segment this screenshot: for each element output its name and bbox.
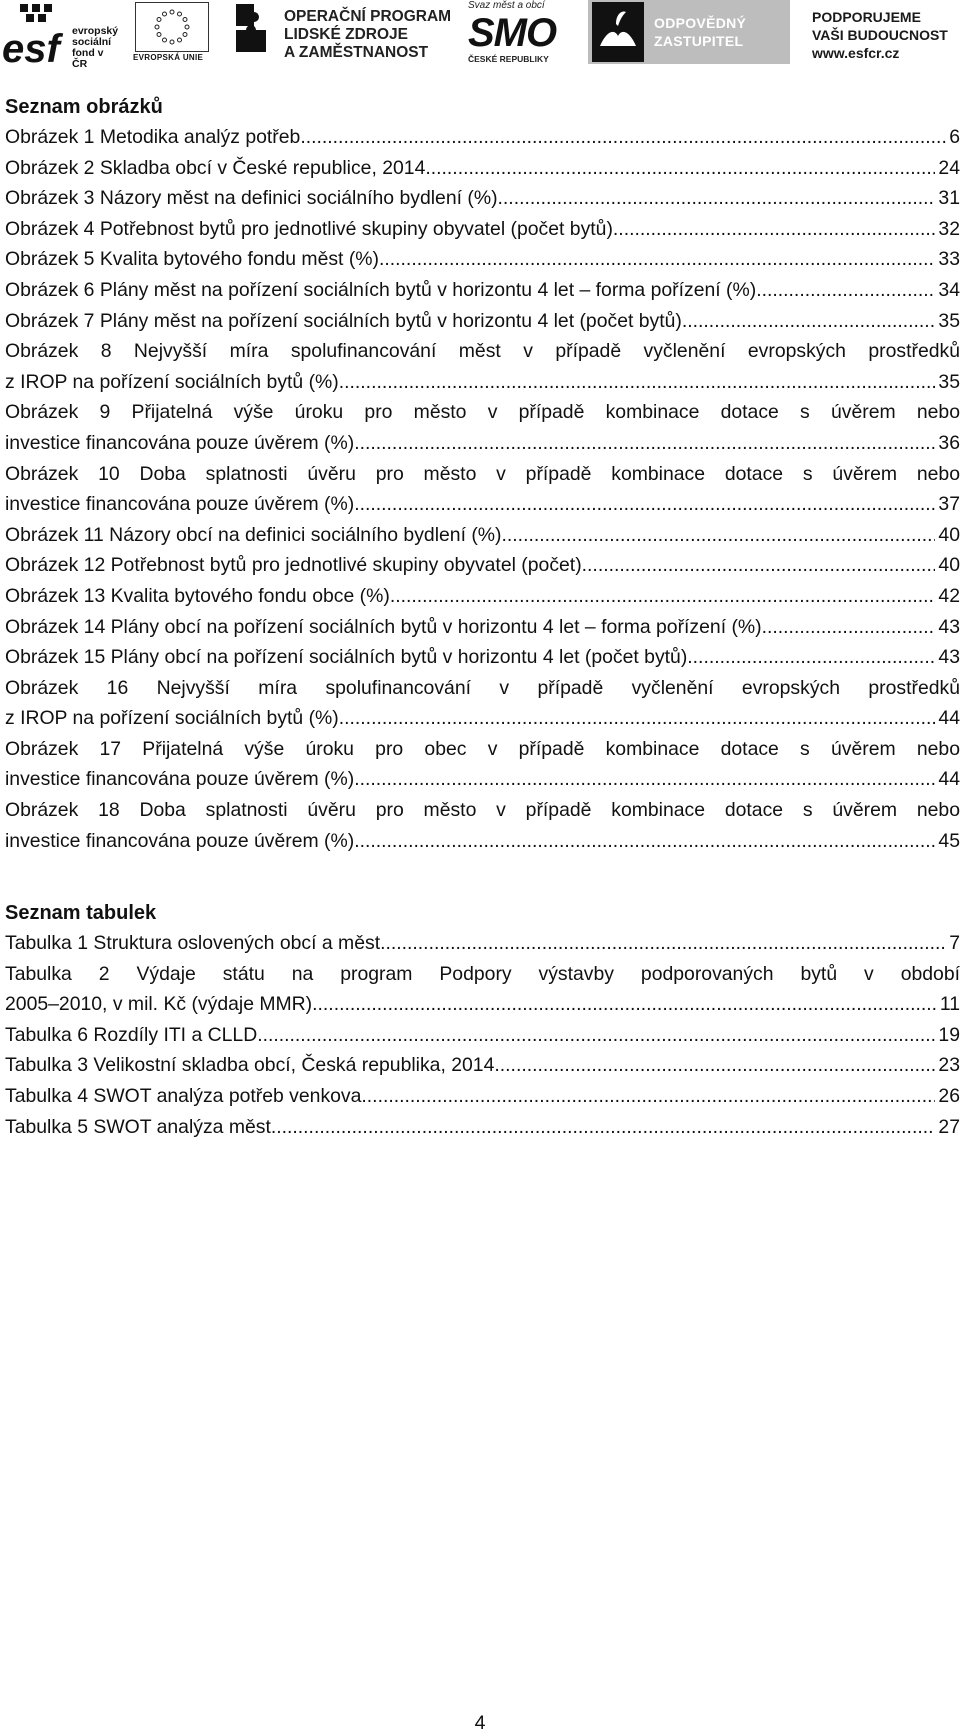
esf-logo <box>2 0 119 70</box>
toc-page-number: 36 <box>938 431 960 454</box>
toc-entry[interactable] <box>5 550 960 581</box>
toc-entry-last-line <box>5 581 960 612</box>
toc-entry-title: Obrázek 3 Názory měst na definici sociálního bydlení (%) <box>5 187 498 210</box>
toc-entry-title: Obrázek 4 Potřebnost bytů pro jednotlivé skupiny obyvatel (počet bytů) <box>5 217 613 240</box>
toc-leader-dots <box>354 489 935 520</box>
toc-page-number: 31 <box>938 187 960 210</box>
esf-caption-line: evropský <box>72 25 119 37</box>
toc-entry[interactable] <box>5 214 960 245</box>
puzzle-icon <box>232 0 272 66</box>
toc-entry-title: Obrázek 15 Plány obcí na pořízení sociálních bytů v horizontu 4 let (počet bytů) <box>5 646 688 669</box>
toc-entry-title: z IROP na pořízení sociálních bytů (%) <box>5 370 339 393</box>
toc-entry[interactable] <box>5 336 960 397</box>
toc-entry[interactable] <box>5 520 960 551</box>
toc-page-number: 44 <box>938 707 960 730</box>
pod-caption-line: www.esfcr.cz <box>812 45 900 61</box>
toc-entry-last-line <box>5 1081 960 1112</box>
toc-entry[interactable] <box>5 122 960 153</box>
pod-caption-line: PODPORUJEME <box>812 9 921 25</box>
toc-leader-dots <box>498 183 936 214</box>
toc-entry[interactable] <box>5 306 960 337</box>
toc-entry[interactable] <box>5 153 960 184</box>
toc-entry-last-line <box>5 428 960 459</box>
figures-list <box>5 122 960 856</box>
toc-entry-text-line: Tabulka 2 Výdaje státu na program Podpory výstavby podporovaných bytů v období <box>5 962 960 985</box>
toc-page-number: 43 <box>938 646 960 669</box>
toc-entry-text-line: Obrázek 8 Nejvyšší míra spolufinancování měst v případě vyčlenění evropských prostředků <box>5 340 960 363</box>
toc-leader-dots <box>339 367 936 398</box>
toc-page-number: 44 <box>938 768 960 791</box>
toc-leader-dots <box>257 1020 935 1051</box>
toc-entry-last-line <box>5 275 960 306</box>
toc-entry-text-line: Obrázek 10 Doba splatnosti úvěru pro město v případě kombinace dotace s úvěrem nebo <box>5 462 960 485</box>
toc-entry-last-line <box>5 122 960 153</box>
toc-entry-title: Obrázek 5 Kvalita bytového fondu měst (%) <box>5 248 379 271</box>
toc-page-number: 6 <box>949 126 960 148</box>
odp-caption <box>654 14 746 50</box>
toc-entry-last-line <box>5 826 960 857</box>
toc-entry[interactable] <box>5 959 960 1020</box>
toc-entry-title: z IROP na pořízení sociálních bytů (%) <box>5 707 339 730</box>
toc-page-number: 33 <box>938 248 960 271</box>
toc-page-number: 40 <box>938 554 960 577</box>
toc-page-number: 11 <box>939 993 960 1016</box>
toc-entry-last-line <box>5 183 960 214</box>
toc-page-number: 32 <box>938 217 960 240</box>
toc-entry-title: Tabulka 1 Struktura oslovených obcí a měst <box>5 932 381 954</box>
esf-logo-mark <box>2 0 68 66</box>
toc-leader-dots <box>361 1081 935 1112</box>
toc-entry[interactable] <box>5 673 960 734</box>
toc-entry-title: investice financována pouze úvěrem (%) <box>5 829 355 852</box>
toc-entry[interactable] <box>5 581 960 612</box>
eu-logo <box>133 0 229 66</box>
toc-entry-title: Obrázek 7 Plány měst na pořízení sociálních bytů v horizontu 4 let (počet bytů) <box>5 309 682 332</box>
toc-leader-dots <box>339 703 936 734</box>
toc-entry-title: Obrázek 1 Metodika analýz potřeb <box>5 126 301 148</box>
toc-entry-last-line <box>5 612 960 643</box>
toc-entry-last-line <box>5 1050 960 1081</box>
toc-leader-dots <box>502 520 936 551</box>
toc-page-number: 34 <box>938 278 960 301</box>
toc-leader-dots <box>494 1050 935 1081</box>
toc-leader-dots <box>354 826 935 857</box>
toc-entry-last-line <box>5 1020 960 1051</box>
toc-entry-title: Obrázek 11 Názory obcí na definici sociálního bydlení (%) <box>5 523 502 546</box>
toc-entry-last-line <box>5 764 960 795</box>
toc-page-number: 40 <box>938 523 960 546</box>
toc-entry[interactable] <box>5 244 960 275</box>
smo-caption: ČESKÉ REPUBLIKY <box>468 54 549 64</box>
op-caption-line: A ZAMĚSTNANOST <box>284 44 429 61</box>
toc-entry-last-line <box>5 550 960 581</box>
esf-caption-line: fond v ČR <box>72 47 104 70</box>
toc-entry-text-line: Obrázek 18 Doba splatnosti úvěru pro město v případě kombinace dotace s úvěrem nebo <box>5 799 960 822</box>
toc-leader-dots <box>682 306 936 337</box>
op-lidske-zdroje-logo <box>232 0 457 66</box>
figures-heading: Seznam obrázků <box>5 96 163 118</box>
toc-page-number: 24 <box>938 156 960 179</box>
op-caption <box>284 8 451 62</box>
hands-icon <box>592 2 644 62</box>
toc-leader-dots <box>380 928 946 959</box>
toc-entry[interactable] <box>5 1050 960 1081</box>
toc-entry-title: Obrázek 13 Kvalita bytového fondu obce (%) <box>5 584 390 607</box>
toc-leader-dots <box>425 153 935 184</box>
toc-entry-title: Tabulka 4 SWOT analýza potřeb venkova <box>5 1084 362 1107</box>
toc-page-number: 42 <box>938 584 960 607</box>
esf-caption <box>72 26 118 70</box>
toc-entry-title: Tabulka 6 Rozdíly ITI a CLLD <box>5 1023 258 1046</box>
toc-leader-dots <box>312 989 937 1020</box>
toc-leader-dots <box>582 550 936 581</box>
toc-page-number: 23 <box>938 1054 960 1077</box>
toc-page-number: 43 <box>938 615 960 638</box>
toc-leader-dots <box>613 214 936 245</box>
toc-entry[interactable] <box>5 642 960 673</box>
toc-entry-title: Obrázek 12 Potřebnost bytů pro jednotlivé skupiny obyvatel (počet) <box>5 554 582 577</box>
odp-caption-line: ODPOVĚDNÝ <box>654 15 747 31</box>
pod-caption <box>812 8 948 62</box>
toc-entry-last-line <box>5 989 960 1020</box>
toc-leader-dots <box>300 122 946 153</box>
toc-entry-last-line <box>5 244 960 275</box>
toc-entry[interactable] <box>5 928 960 959</box>
eu-flag-icon <box>135 2 209 52</box>
toc-leader-dots <box>354 764 935 795</box>
tables-heading: Seznam tabulek <box>5 902 157 924</box>
toc-leader-dots <box>379 244 935 275</box>
odp-caption-line: ZASTUPITEL <box>654 33 744 49</box>
op-caption-line: OPERAČNÍ PROGRAM <box>284 8 452 25</box>
toc-page-number: 35 <box>938 370 960 393</box>
toc-entry[interactable] <box>5 183 960 214</box>
toc-entry[interactable] <box>5 795 960 856</box>
toc-page-number: 27 <box>938 1115 960 1138</box>
toc-entry-title: Obrázek 2 Skladba obcí v České republice, 2014 <box>5 156 426 179</box>
toc-leader-dots <box>354 428 935 459</box>
toc-entry-title: 2005–2010, v mil. Kč (výdaje MMR) <box>5 993 313 1016</box>
toc-entry-title: investice financována pouze úvěrem (%) <box>5 493 355 516</box>
toc-entry-title: Tabulka 3 Velikostní skladba obcí, Česká republika, 2014 <box>5 1054 495 1077</box>
tables-list <box>5 928 960 1142</box>
toc-page-number: 35 <box>938 309 960 332</box>
toc-entry[interactable] <box>5 734 960 795</box>
esf-caption-line: sociální <box>72 36 112 48</box>
toc-entry-title: Obrázek 14 Plány obcí na pořízení sociálních bytů v horizontu 4 let – forma pořízení (%) <box>5 615 762 638</box>
toc-entry[interactable] <box>5 1112 960 1143</box>
toc-entry-text-line: Obrázek 16 Nejvyšší míra spolufinancování v případě vyčlenění evropských prostředků <box>5 676 960 699</box>
toc-entry[interactable] <box>5 1081 960 1112</box>
toc-page-number: 37 <box>938 493 960 516</box>
toc-entry-last-line <box>5 214 960 245</box>
toc-entry-last-line <box>5 153 960 184</box>
toc-entry-title: Tabulka 5 SWOT analýza měst <box>5 1115 271 1138</box>
toc-entry-last-line <box>5 306 960 337</box>
toc-leader-dots <box>271 1112 936 1143</box>
eu-caption: EVROPSKÁ UNIE <box>133 53 204 62</box>
toc-entry-last-line <box>5 642 960 673</box>
smo-logo <box>468 0 578 66</box>
odpovedny-zastupitel-logo <box>588 0 790 64</box>
toc-entry-last-line <box>5 489 960 520</box>
toc-page-number: 45 <box>938 829 960 852</box>
toc-entry[interactable] <box>5 397 960 458</box>
toc-entry[interactable] <box>5 612 960 643</box>
toc-entry-text-line: Obrázek 17 Přijatelná výše úroku pro obec v případě kombinace dotace s úvěrem nebo <box>5 737 960 760</box>
smo-wordmark: SMO <box>468 11 557 55</box>
toc-leader-dots <box>762 612 936 643</box>
toc-page-number: 7 <box>949 932 960 954</box>
toc-entry-last-line <box>5 1112 960 1143</box>
podporujeme-logo <box>812 0 958 66</box>
page-number: 4 <box>474 1712 486 1734</box>
toc-entry[interactable] <box>5 459 960 520</box>
toc-entry-title: investice financována pouze úvěrem (%) <box>5 431 355 454</box>
op-caption-line: LIDSKÉ ZDROJE <box>284 26 409 43</box>
toc-entry-title: investice financována pouze úvěrem (%) <box>5 768 355 791</box>
toc-entry-text-line: Obrázek 9 Přijatelná výše úroku pro město v případě kombinace dotace s úvěrem nebo <box>5 401 960 424</box>
toc-entry-last-line <box>5 928 960 959</box>
pod-caption-line: VAŠI BUDOUCNOST <box>812 27 948 43</box>
toc-entry-title: Obrázek 6 Plány měst na pořízení sociálních bytů v horizontu 4 let – forma pořízení (%) <box>5 278 757 301</box>
toc-leader-dots <box>390 581 936 612</box>
toc-leader-dots <box>687 642 935 673</box>
smo-tagline: Svaz měst a obcí <box>468 0 545 11</box>
toc-page-number: 26 <box>938 1084 960 1107</box>
header-logos <box>0 0 960 70</box>
toc-entry-last-line <box>5 703 960 734</box>
toc-page-number: 19 <box>938 1023 960 1046</box>
svg-text:esf: esf <box>2 27 60 66</box>
toc-entry-last-line <box>5 367 960 398</box>
toc-entry-last-line <box>5 520 960 551</box>
toc-entry[interactable] <box>5 1020 960 1051</box>
toc-leader-dots <box>756 275 935 306</box>
toc-entry[interactable] <box>5 275 960 306</box>
